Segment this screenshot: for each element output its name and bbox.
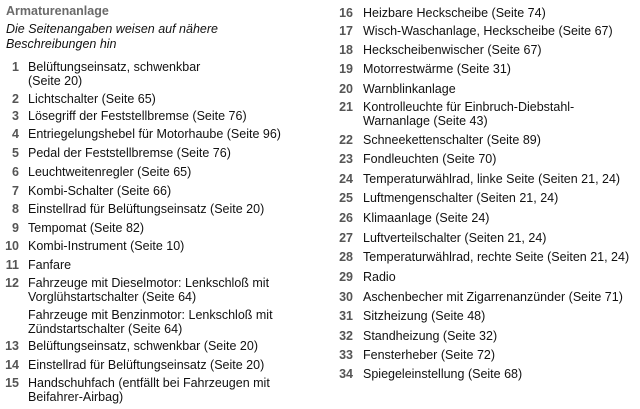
legend-item-line: Heizbare Heckscheibe (Seite 74) <box>363 6 546 20</box>
legend-item-line: Luftverteilschalter (Seiten 21, 24) <box>363 231 547 245</box>
legend-item-text <box>363 251 639 265</box>
legend-item-line: Zündstartschalter (Seite 64) <box>28 321 183 336</box>
legend-item-line: Warnanlage (Seite 43) <box>363 113 488 128</box>
legend-item-number: 18 <box>339 43 353 57</box>
legend-item-text <box>363 368 639 382</box>
legend-item-number: 16 <box>339 6 353 20</box>
legend-item-line: Standheizung (Seite 32) <box>363 329 498 343</box>
legend-item-line: Einstellrad für Belüftungseinsatz (Seite 20) <box>28 202 265 216</box>
legend-item-text <box>28 166 326 180</box>
legend-item-line: Luftmengenschalter (Seiten 21, 24) <box>363 191 559 205</box>
legend-item-text <box>28 309 326 336</box>
legend-item-line: Fahrzeuge mit Benzinmotor: Lenkschloß mit <box>28 308 273 322</box>
legend-item-number: 28 <box>339 250 353 264</box>
legend-item-text <box>363 7 639 21</box>
legend-item-number: 17 <box>339 24 353 38</box>
legend-item-number: 12 <box>5 276 19 290</box>
legend-item-text <box>363 101 639 128</box>
legend-item-line: Aschenbecher mit Zigarrenanzünder (Seite 71) <box>363 290 623 304</box>
legend-item-number: 5 <box>12 146 19 160</box>
legend-item-line: Leuchtweitenregler (Seite 65) <box>28 165 192 179</box>
legend-item-line: Pedal der Feststellbremse (Seite 76) <box>28 146 231 160</box>
legend-item-text <box>28 277 326 304</box>
legend-item-text <box>28 222 326 236</box>
legend-item-text <box>363 173 639 187</box>
legend-item-text <box>28 93 326 107</box>
legend-item-line: Entriegelungshebel für Motorhaube (Seite 96) <box>28 127 281 141</box>
legend-item-line: Klimaanlage (Seite 24) <box>363 211 490 225</box>
legend-item-line: Fondleuchten (Seite 70) <box>363 152 497 166</box>
legend-item-line: Warnblinkanlage <box>363 82 456 96</box>
legend-item-number: 11 <box>5 258 19 272</box>
legend-item-number: 9 <box>12 221 19 235</box>
legend-item-text <box>363 349 639 363</box>
legend-item-line: Heckscheibenwischer (Seite 67) <box>363 43 542 57</box>
legend-item-text <box>363 134 639 148</box>
legend-item-line: Schneekettenschalter (Seite 89) <box>363 133 541 147</box>
legend-item-number: 8 <box>12 202 19 216</box>
legend-item-number: 33 <box>339 348 353 362</box>
legend-item-number: 1 <box>12 60 19 74</box>
legend-item-line: Beifahrer-Airbag) <box>28 389 124 404</box>
legend-item-line: Wisch-Waschanlage, Heckscheibe (Seite 67) <box>363 24 613 38</box>
legend-item-number: 3 <box>12 109 19 123</box>
legend-item-number: 2 <box>12 92 19 106</box>
legend-item-text <box>363 232 639 246</box>
legend-item-line: Belüftungseinsatz, schwenkbar <box>28 60 201 74</box>
legend-item-number: 31 <box>339 309 353 323</box>
legend-item-number: 25 <box>339 191 353 205</box>
legend-item-text <box>363 44 639 58</box>
legend-item-line: Spiegeleinstellung (Seite 68) <box>363 367 523 381</box>
legend-item-number: 32 <box>339 329 353 343</box>
legend-item-line: Kombi-Schalter (Seite 66) <box>28 184 172 198</box>
legend-item-line: Fensterheber (Seite 72) <box>363 348 496 362</box>
legend-item-line: Handschuhfach (entfällt bei Fahrzeugen mit <box>28 376 270 390</box>
legend-item-number: 15 <box>5 376 19 390</box>
legend-item-number: 20 <box>339 82 353 96</box>
legend-item-text <box>363 212 639 226</box>
legend-item-number: 10 <box>5 239 19 253</box>
legend-item-line: Tempomat (Seite 82) <box>28 221 145 235</box>
legend-item-line: Radio <box>363 270 396 284</box>
legend-item-number: 23 <box>339 152 353 166</box>
legend-item-number: 14 <box>5 358 19 372</box>
legend-item-text <box>28 377 326 404</box>
legend-item-text <box>28 110 326 124</box>
legend-item-number: 7 <box>12 184 19 198</box>
legend-item-line: Kontrolleuchte für Einbruch-Diebstahl- <box>363 100 575 114</box>
legend-item-line: Fanfare <box>28 258 72 272</box>
legend-item-text <box>28 240 326 254</box>
page-subtitle: Die Seitenangaben weisen auf nähere Beschreibungen hin <box>6 22 218 51</box>
legend-item-number: 13 <box>5 339 19 353</box>
legend-item-text <box>28 340 326 354</box>
legend-item-text <box>28 185 326 199</box>
legend-item-line: Einstellrad für Belüftungseinsatz (Seite 20) <box>28 358 265 372</box>
legend-item-number: 26 <box>339 211 353 225</box>
legend-item-text <box>363 291 639 305</box>
legend-item-text <box>28 61 326 88</box>
legend-item-text <box>28 128 326 142</box>
legend-item-number: 21 <box>339 100 353 114</box>
legend-item-number: 27 <box>339 231 353 245</box>
legend-item-text <box>28 259 326 273</box>
legend-item-line: Temperaturwählrad, linke Seite (Seiten 21, 24) <box>363 172 621 186</box>
legend-item-line: Temperaturwählrad, rechte Seite (Seiten 21, 24) <box>363 250 630 264</box>
legend-item-text <box>363 153 639 167</box>
legend-item-line: Belüftungseinsatz, schwenkbar (Seite 20) <box>28 339 258 353</box>
legend-item-text <box>28 359 326 373</box>
legend-item-number: 24 <box>339 172 353 186</box>
legend-item-line: Lichtschalter (Seite 65) <box>28 92 156 106</box>
page-title: Armaturenanlage <box>6 4 109 18</box>
legend-item-number: 29 <box>339 270 353 284</box>
legend-item-number: 34 <box>339 367 353 381</box>
legend-item-text <box>363 63 639 77</box>
legend-item-text <box>363 330 639 344</box>
legend-item-number: 4 <box>12 127 19 141</box>
legend-item-text <box>363 310 639 324</box>
legend-item-line: (Seite 20) <box>28 73 83 88</box>
legend-item-number: 19 <box>339 62 353 76</box>
legend-item-number: 6 <box>12 165 19 179</box>
legend-item-line: Vorglühstartschalter (Seite 64) <box>28 289 197 304</box>
legend-item-text <box>363 25 639 39</box>
legend-item-line: Sitzheizung (Seite 48) <box>363 309 486 323</box>
legend-item-number: 30 <box>339 290 353 304</box>
legend-item-line: Kombi-Instrument (Seite 10) <box>28 239 185 253</box>
legend-item-line: Fahrzeuge mit Dieselmotor: Lenkschloß mit <box>28 276 270 290</box>
legend-item-text <box>363 271 639 285</box>
legend-item-number: 22 <box>339 133 353 147</box>
legend-item-text <box>28 203 326 217</box>
legend-item-text <box>363 83 639 97</box>
legend-item-line: Lösegriff der Feststellbremse (Seite 76) <box>28 109 247 123</box>
legend-item-text <box>28 147 326 161</box>
legend-item-text <box>363 192 639 206</box>
legend-item-line: Motorrestwärme (Seite 31) <box>363 62 511 76</box>
